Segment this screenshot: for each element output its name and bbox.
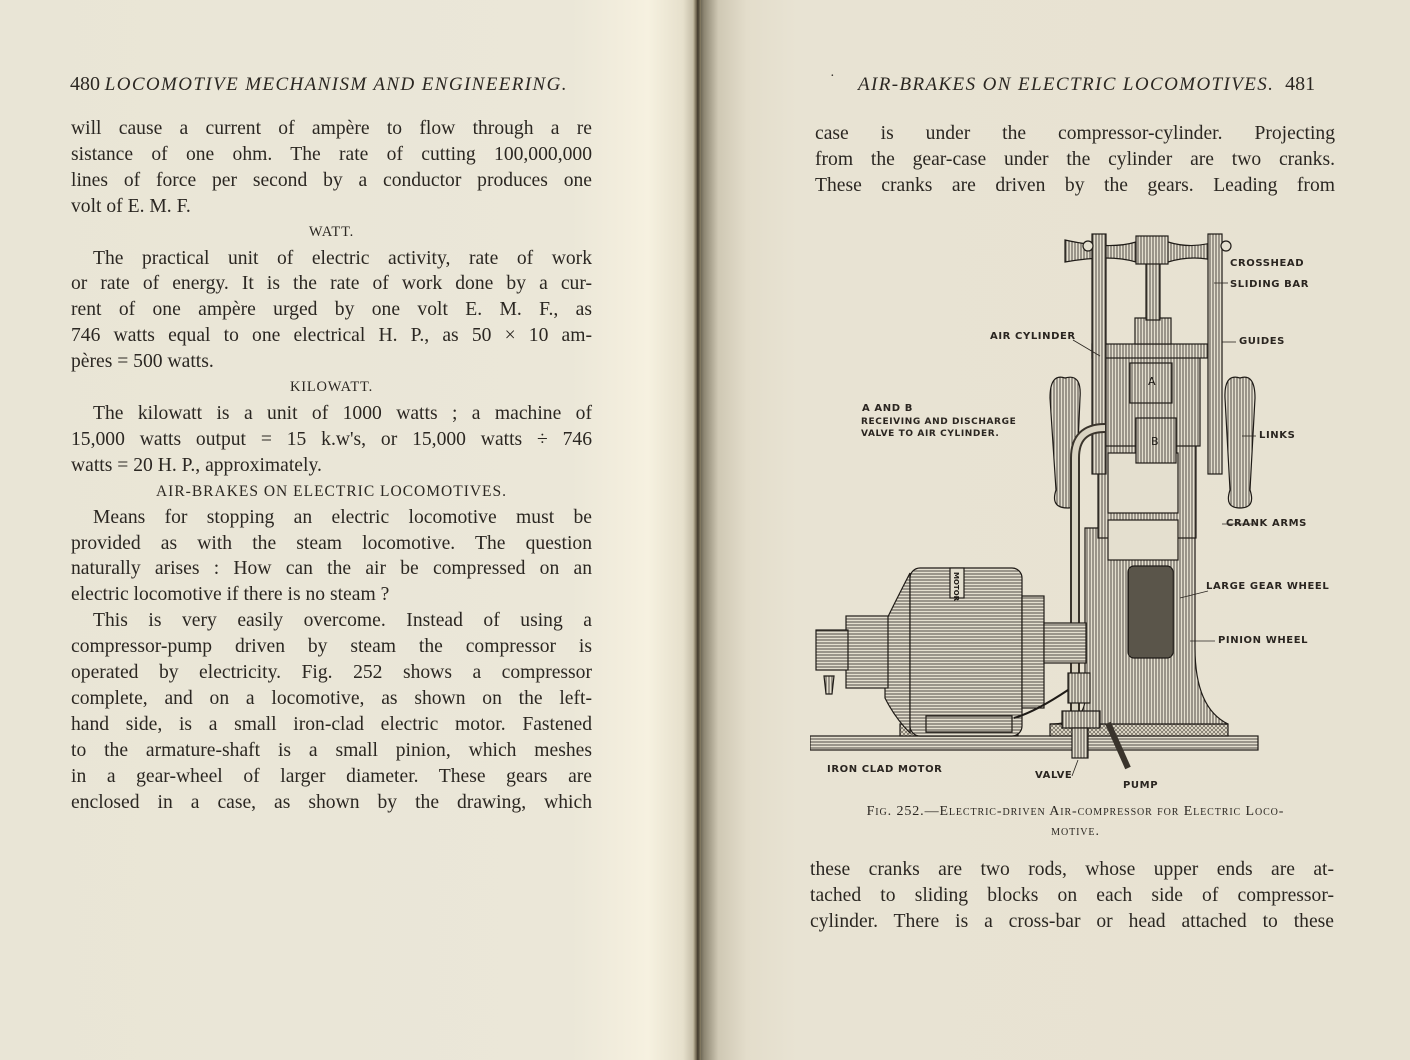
text-line: hand side, is a small iron-clad electric motor. Fastened (71, 713, 592, 735)
text-line: to the armature-shaft is a small pinion, which meshes (71, 739, 592, 761)
text-line: or rate of energy. It is the rate of work done by a cur- (71, 273, 592, 295)
figure-252-air-compressor (810, 228, 1350, 808)
text-line: rent of one ampère urged by one volt E. M. F., as (71, 299, 592, 321)
text-line: complete, and on a locomotive, as shown on the left- (71, 687, 592, 709)
section-heading-air-brakes: AIR-BRAKES ON ELECTRIC LOCOMOTIVES. (155, 482, 508, 500)
text-line: these cranks are two rods, whose upper ends are at- (810, 859, 1334, 880)
label-sliding-bar: SLIDING BAR (1230, 279, 1310, 290)
label-air-cylinder: AIR CYLINDER (990, 331, 1076, 342)
left-running-title: LOCOMOTIVE MECHANISM AND ENGINEERING. (104, 74, 568, 95)
caption-line-1: Fig. 252.—Electric-driven Air-compressor for Electric Loco- (866, 804, 1285, 819)
figure-caption (812, 802, 1339, 842)
text-line: case is under the compressor-cylinder. Projecting (815, 123, 1335, 144)
label-iron-clad-motor: IRON CLAD MOTOR (827, 764, 943, 775)
left-page-number: 480 (70, 73, 100, 95)
text-line: naturally arises : How can the air be compressed on an (71, 558, 592, 580)
text-line: will cause a current of ampère to flow through a re (71, 118, 592, 139)
text-line: in a gear-wheel of larger diameter. These gears are (71, 765, 592, 787)
right-top-text (815, 121, 1335, 199)
marker-b: B (1151, 435, 1159, 448)
caption-line-2: motive. (1051, 824, 1100, 839)
watt-paragraph (71, 246, 592, 376)
kilowatt-paragraph (71, 401, 592, 479)
label-a-and-b: A AND B (862, 403, 913, 414)
label-pump: PUMP (1123, 780, 1159, 791)
text-line: compressor-pump driven by steam the compressor is (71, 636, 592, 658)
air-brakes-paragraph-1 (71, 505, 592, 609)
marker-a: A (1148, 375, 1156, 388)
text-line: 15,000 watts output = 15 k.w's, or 15,000 watts ÷ 746 (71, 428, 592, 450)
text-line: Means for stopping an electric locomotive must be (93, 506, 592, 528)
text-line: from the gear-case under the cylinder are two cranks. (815, 148, 1335, 170)
label-guides: GUIDES (1239, 336, 1285, 347)
text-line: These cranks are driven by the gears. Leading from (815, 174, 1335, 196)
text-line: tached to sliding blocks on each side of compressor- (810, 884, 1334, 906)
left-running-head (70, 73, 568, 96)
text-line: cylinder. There is a cross-bar or head attached to these (810, 910, 1334, 932)
text-line: The kilowatt is a unit of 1000 watts ; a machine of (93, 402, 592, 424)
book-spine-gutter (693, 0, 701, 1060)
label-large-gear-wheel: LARGE GEAR WHEEL (1206, 581, 1330, 592)
text-line: operated by electricity. Fig. 252 shows a compressor (71, 662, 592, 684)
text-line: volt of E. M. F. (71, 195, 191, 217)
right-running-head (818, 69, 1316, 96)
label-valve-desc-1: RECEIVING AND DISCHARGE (861, 417, 1017, 427)
section-heading-watt: WATT. (308, 223, 355, 240)
label-crosshead: CROSSHEAD (1230, 258, 1305, 269)
text-line: provided as with the steam locomotive. The question (71, 532, 592, 554)
right-running-title: AIR-BRAKES ON ELECTRIC LOCOMOTIVES. (858, 74, 1275, 95)
text-line: electric locomotive if there is no steam ? (71, 584, 390, 606)
ink-speck: · (830, 69, 835, 84)
label-valve: VALVE (1035, 770, 1073, 781)
intro-paragraph (71, 116, 592, 220)
label-links: LINKS (1259, 430, 1296, 441)
text-line: 746 watts equal to one electrical H. P., as 50 × 10 am- (71, 325, 592, 347)
text-line: enclosed in a case, as shown by the drawing, which (71, 791, 592, 813)
label-pinion-wheel: PINION WHEEL (1218, 635, 1309, 646)
label-valve-desc-2: VALVE TO AIR CYLINDER. (861, 429, 1000, 439)
text-line: pères = 500 watts. (71, 351, 214, 373)
left-text-column (71, 116, 592, 815)
text-line: lines of force per second by a conductor produces one (71, 169, 592, 191)
right-page-number: 481 (1285, 73, 1316, 95)
text-line: sistance of one ohm. The rate of cutting 100,000,000 (71, 143, 592, 165)
label-crank-arms: CRANK ARMS (1226, 518, 1307, 529)
text-line: watts = 20 H. P., approximately. (71, 454, 322, 476)
air-brakes-paragraph-2 (71, 608, 592, 815)
text-line: This is very easily overcome. Instead of using a (93, 610, 592, 632)
text-line: The practical unit of electric activity, rate of work (93, 247, 592, 269)
right-bottom-text (810, 857, 1334, 935)
section-heading-kilowatt: KILOWATT. (289, 379, 374, 396)
motor-plate-label: MOTOR (952, 572, 960, 602)
